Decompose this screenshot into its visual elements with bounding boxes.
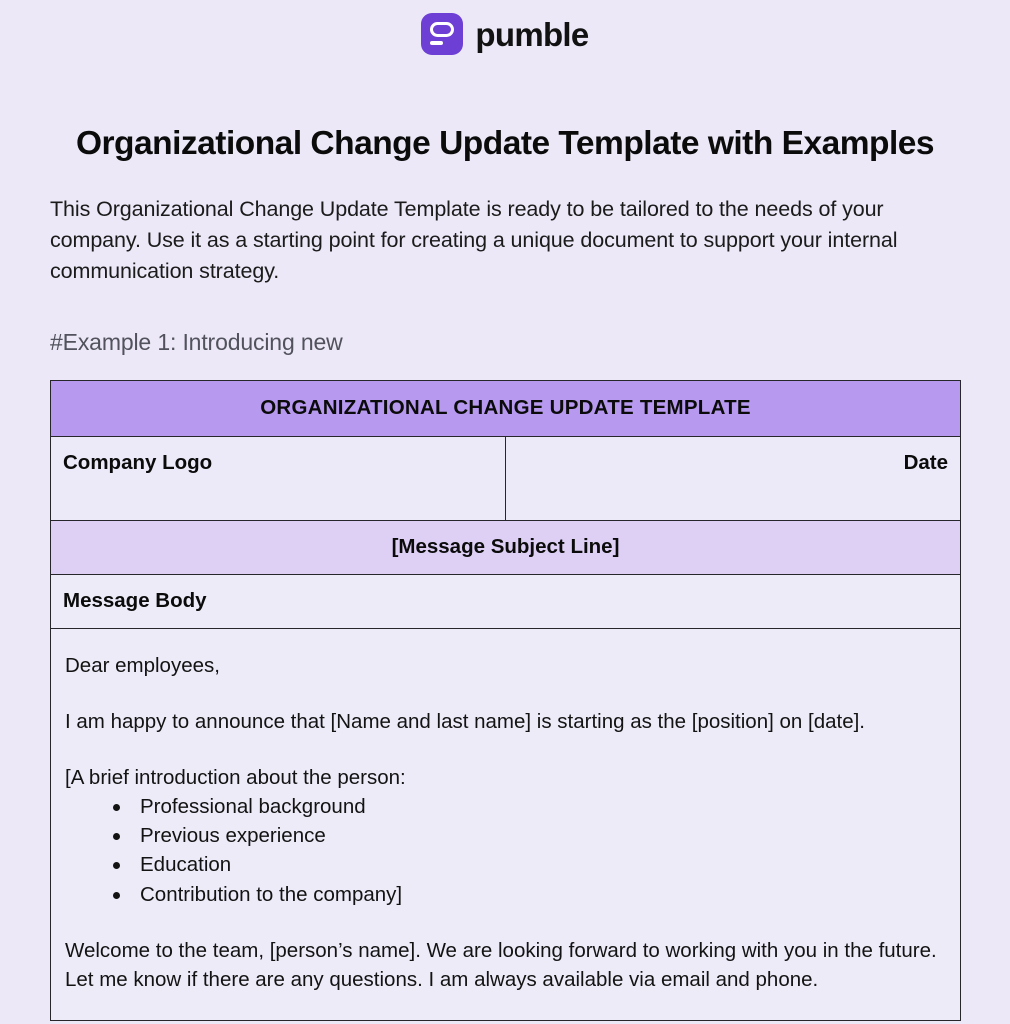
pumble-speech-bubble-icon bbox=[421, 13, 463, 55]
document-container bbox=[0, 124, 1010, 1021]
message-body-label-cell: Message Body bbox=[51, 574, 961, 628]
logo-date-row bbox=[51, 436, 961, 520]
intro-paragraph: This Organizational Change Update Template is ready to be tailored to the needs of your company. Use it as a starting point for creating a unique document to support your internal communication strategy. bbox=[50, 196, 898, 283]
body-announcement: I am happy to announce that [Name and last name] is starting as the [position] on [date]. bbox=[65, 710, 865, 734]
company-logo-cell: Company Logo bbox=[51, 436, 506, 520]
list-item: Professional background bbox=[65, 792, 946, 821]
person-intro-bullet-list bbox=[65, 792, 946, 908]
bubble-dash-shape bbox=[430, 41, 443, 45]
message-body-row bbox=[51, 628, 961, 1020]
table-header-cell: ORGANIZATIONAL CHANGE UPDATE TEMPLATE bbox=[51, 380, 961, 436]
page-title: Organizational Change Update Template with Examples bbox=[75, 125, 935, 162]
spacer bbox=[65, 909, 946, 936]
message-body-cell bbox=[51, 628, 961, 1020]
date-cell: Date bbox=[506, 436, 961, 520]
subject-line-cell: [Message Subject Line] bbox=[51, 520, 961, 574]
brand-name: pumble bbox=[475, 15, 589, 53]
list-item: Education bbox=[65, 850, 946, 879]
body-greeting: Dear employees, bbox=[65, 653, 220, 677]
bubble-outline-shape bbox=[430, 22, 454, 37]
list-item: Previous experience bbox=[65, 821, 946, 850]
example-heading: #Example 1: Introducing new bbox=[50, 329, 343, 356]
subject-line-row bbox=[51, 520, 961, 574]
body-closing: Welcome to the team, [person’s name]. We are looking forward to working with you in the future. Let me know if there are any questions. I am always available via email and phone. bbox=[65, 938, 937, 991]
organizational-change-update-table bbox=[50, 380, 961, 1021]
message-body-label-row bbox=[51, 574, 961, 628]
table-header-row bbox=[51, 380, 961, 436]
body-intro-lead: [A brief introduction about the person: bbox=[65, 766, 406, 790]
list-item: Contribution to the company] bbox=[65, 880, 946, 909]
brand-header bbox=[0, 0, 1010, 68]
